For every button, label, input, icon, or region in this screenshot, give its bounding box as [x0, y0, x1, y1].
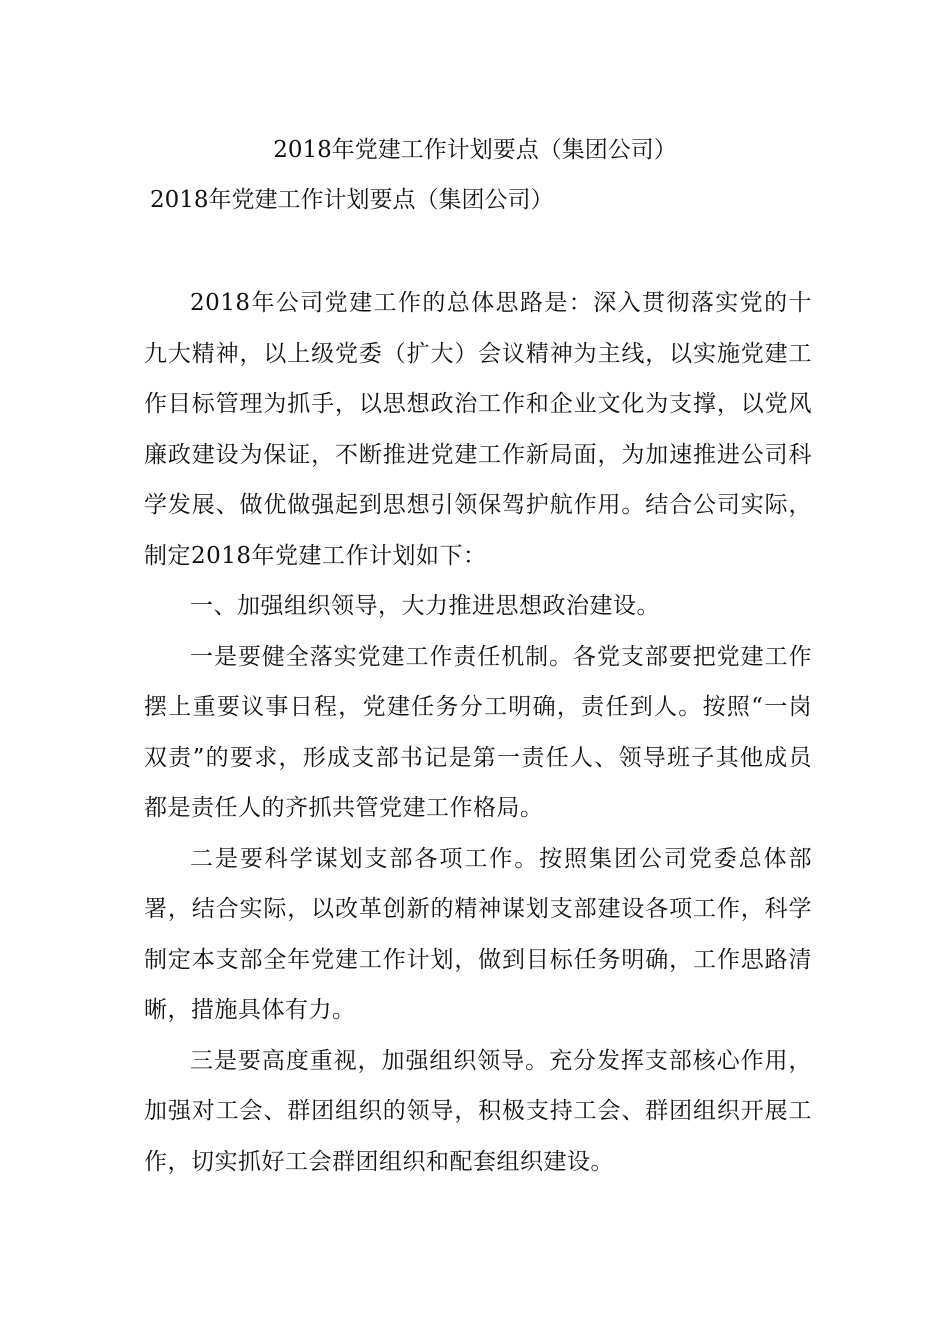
paragraph-item-2: 二是要科学谋划支部各项工作。按照集团公司党委总体部署，结合实际，以改革创新的精神谋划支部建设各项工作，科学制定本支部全年党建工作计划，做到目标任务明确，工作思路清晰，措施具体有力。: [144, 845, 812, 1023]
document-subtitle: 2018年党建工作计划要点（集团公司）: [150, 187, 554, 213]
document-body: [144, 278, 812, 1187]
document-title: 2018年党建工作计划要点（集团公司）: [273, 137, 677, 163]
section-heading-1: 一、加强组织领导，大力推进思想政治建设。: [190, 593, 660, 619]
paragraph-item-1: 一是要健全落实党建工作责任机制。各党支部要把党建工作摆上重要议事日程，党建任务分工明确，责任到人。按照“一岗双责”的要求，形成支部书记是第一责任人、领导班子其他成员都是责任人的齐抓共管党建工作格局。: [144, 643, 812, 821]
paragraph-overview: 2018年公司党建工作的总体思路是：深入贯彻落实党的十九大精神，以上级党委（扩大）会议精神为主线，以实施党建工作目标管理为抓手，以思想政治工作和企业文化为支撑，以党风廉政建设为保证，不断推进党建工作新局面，为加速推进公司科学发展、做优做强起到思想引领保驾护航作用。结合公司实际，制定2018年党建工作计划如下：: [144, 290, 812, 569]
paragraph-item-3: 三是要高度重视，加强组织领导。充分发挥支部核心作用，加强对工会、群团组织的领导，积极支持工会、群团组织开展工作，切实抓好工会群团组织和配套组织建设。: [144, 1047, 812, 1175]
